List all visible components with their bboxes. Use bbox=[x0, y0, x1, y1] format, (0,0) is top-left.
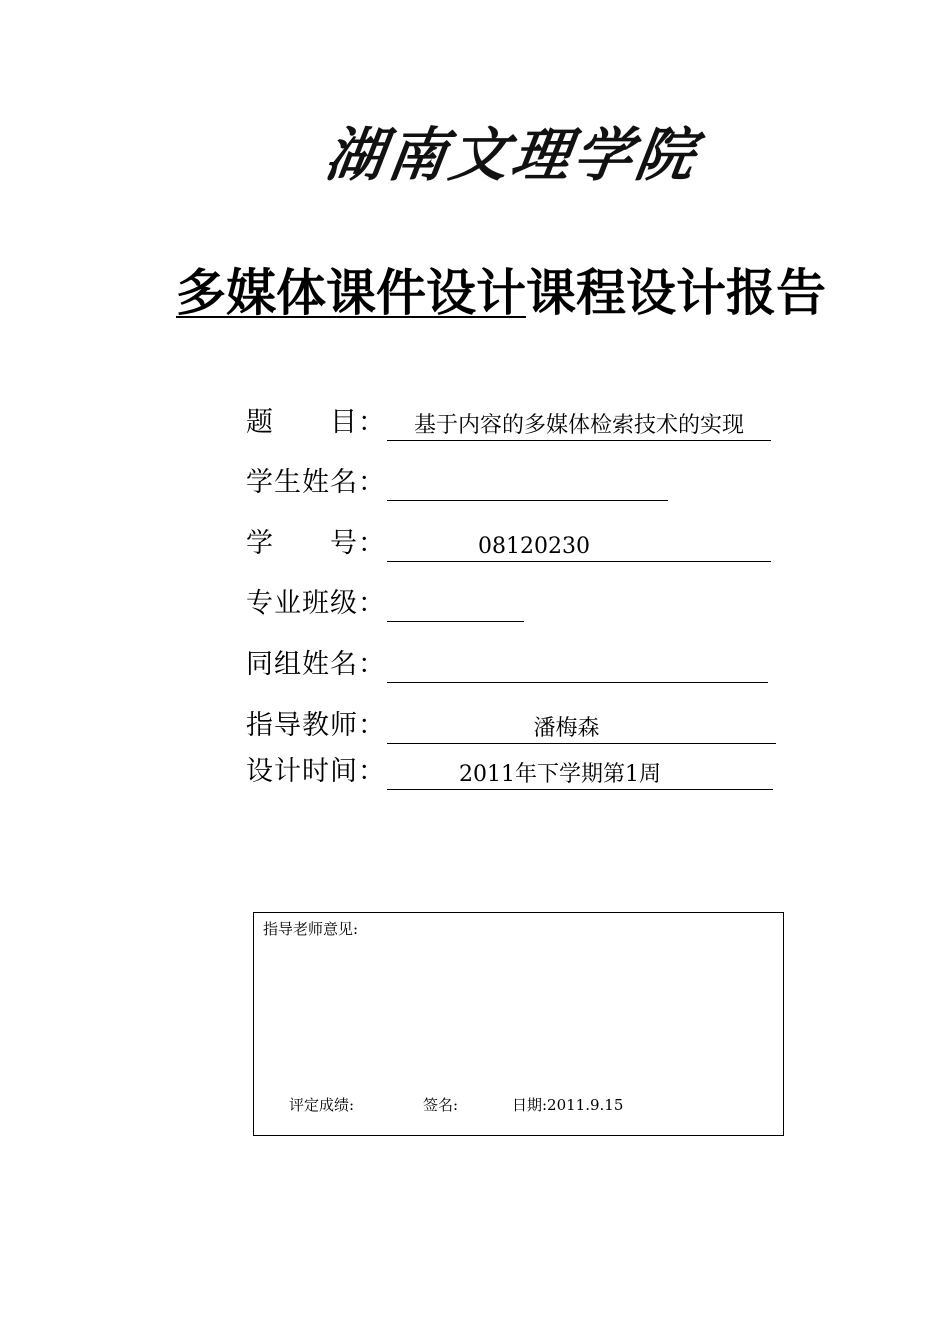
field-student-name-value bbox=[387, 463, 668, 501]
field-design-time-value: 2011年下学期第1周 bbox=[387, 752, 773, 790]
field-topic-value: 基于内容的多媒体检索技术的实现 bbox=[387, 403, 771, 441]
signature-label: 签名: bbox=[423, 1096, 459, 1114]
field-student-name-label: 学生姓名： bbox=[246, 467, 386, 498]
field-class-value bbox=[387, 584, 524, 622]
report-title-course: 多媒体课件设计 bbox=[176, 264, 526, 322]
field-advisor-label: 指导教师： bbox=[246, 710, 386, 741]
advisor-opinion-box bbox=[253, 912, 784, 1136]
field-student-id-value: 08120230 bbox=[387, 524, 771, 562]
advisor-opinion-heading: 指导老师意见: bbox=[263, 920, 359, 938]
field-class-label: 专业班级： bbox=[246, 588, 386, 619]
field-group-members-label: 同组姓名： bbox=[246, 649, 386, 680]
field-topic-label: 题 目： bbox=[246, 407, 386, 438]
field-design-time-label: 设计时间： bbox=[246, 756, 386, 787]
field-student-id-label: 学 号： bbox=[246, 528, 386, 559]
school-calligraphy-logo: 湖南文理学院 bbox=[321, 121, 703, 189]
field-advisor-value: 潘梅森 bbox=[387, 706, 776, 744]
field-group-members-value bbox=[387, 645, 768, 683]
grade-label: 评定成绩: bbox=[289, 1096, 355, 1114]
report-title bbox=[176, 258, 826, 328]
date-label: 日期:2011.9.15 bbox=[512, 1096, 624, 1114]
report-title-suffix: 课程设计报告 bbox=[526, 264, 826, 322]
